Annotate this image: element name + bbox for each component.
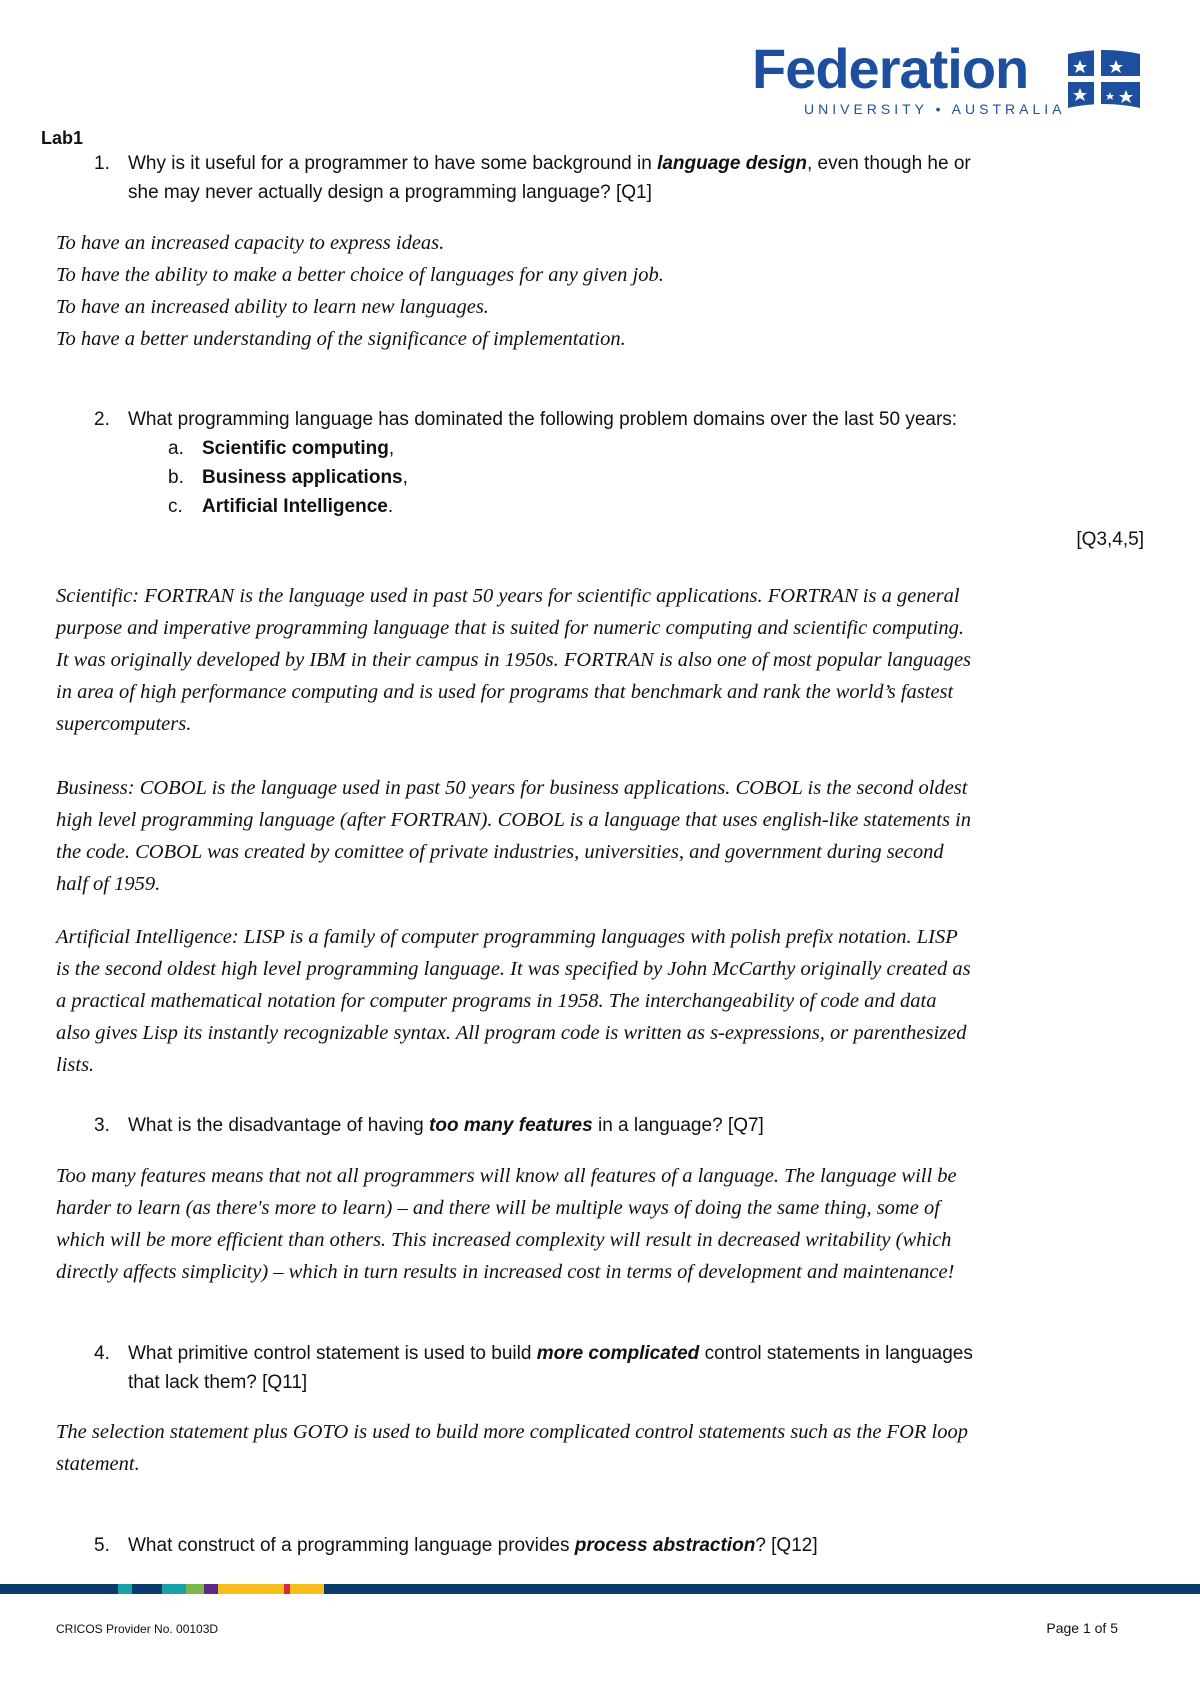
flag-icon: [1064, 46, 1144, 116]
answer-line: To have an increased ability to learn new languages.: [56, 296, 489, 318]
answer-line: Too many features means that not all programmers will know all features of a language. The language will be: [56, 1165, 957, 1187]
sublist-item: [168, 463, 408, 492]
answer-line: statement.: [56, 1453, 140, 1475]
answer-3: [56, 1160, 957, 1288]
answer-line: lists.: [56, 1054, 95, 1076]
logo-wordmark: Federation: [752, 37, 1029, 100]
q1-text-a: Why is it useful for a programmer to have some background in: [128, 153, 658, 174]
answer-line: in area of high performance computing and is used for programs that benchmark and rank the world’s fastest: [56, 681, 954, 703]
answer-line: Scientific: FORTRAN is the language used in past 50 years for scientific applications. FORTRAN is a general: [56, 585, 960, 607]
answer-line: To have the ability to make a better choice of languages for any given job.: [56, 264, 664, 286]
answer-line: directly affects simplicity) – which in turn results in increased cost in terms of development and maintenance!: [56, 1261, 955, 1283]
sub-letter: a.: [168, 438, 184, 459]
question-1: [94, 149, 971, 207]
footer-color-bar: [0, 1584, 1200, 1594]
question-number: 5.: [94, 1535, 110, 1556]
q3-text-a: What is the disadvantage of having: [128, 1115, 430, 1136]
q5-text-a: What construct of a programming language provides: [128, 1535, 575, 1556]
answer-2-ai: [56, 921, 971, 1081]
answer-line: which will be more efficient than others. This increased complexity will result in decreased writability (which: [56, 1229, 952, 1251]
question-2: [94, 405, 958, 434]
q4-emphasis: more complicated: [536, 1343, 700, 1364]
question-5: [94, 1531, 818, 1560]
question-4: [94, 1339, 973, 1397]
university-logo: [752, 37, 1148, 122]
answer-1: [56, 227, 664, 355]
sub-letter: b.: [168, 467, 184, 488]
answer-line: The selection statement plus GOTO is used to build more complicated control statements such as the FOR loop: [56, 1421, 968, 1443]
question-3: [94, 1111, 764, 1140]
sub-label: Artificial Intelligence: [202, 496, 388, 517]
sub-punct: .: [387, 496, 394, 517]
answer-4: [56, 1416, 968, 1480]
answer-line: high level programming language (after FORTRAN). COBOL is a language that uses english-like statements in: [56, 809, 972, 831]
cricos-provider: CRICOS Provider No. 00103D: [56, 1622, 219, 1636]
q1-emphasis: language design: [657, 153, 807, 174]
q3-emphasis: too many features: [429, 1115, 593, 1136]
answer-line: purpose and imperative programming language that is suited for numeric computing and scientific computing.: [56, 617, 964, 639]
logo-subline: UNIVERSITY • AUSTRALIA: [804, 101, 1066, 117]
q2-text: What programming language has dominated the following problem domains over the last 50 years:: [128, 409, 958, 430]
answer-line: Business: COBOL is the language used in past 50 years for business applications. COBOL is the second oldest: [56, 777, 968, 799]
q1-text-line2: she may never actually design a programming language? [Q1]: [128, 182, 652, 203]
sub-punct: ,: [402, 467, 408, 488]
lab-title: Lab1: [41, 128, 84, 148]
answer-line: To have a better understanding of the significance of implementation.: [56, 328, 626, 350]
q1-text-b: , even though he or: [807, 153, 971, 174]
answer-line: also gives Lisp its instantly recognizable syntax. All program code is written as s-expressions, or parenthesized: [56, 1022, 967, 1044]
q2-reference: [Q3,4,5]: [1076, 529, 1144, 550]
answer-line: half of 1959.: [56, 873, 161, 895]
sublist-item: [168, 434, 408, 463]
answer-line: is the second oldest high level programming language. It was specified by John McCarthy originally created as: [56, 958, 971, 980]
question-number: 3.: [94, 1115, 110, 1136]
question-number: 2.: [94, 409, 110, 430]
sub-label: Scientific computing: [202, 438, 389, 459]
answer-line: To have an increased capacity to express ideas.: [56, 232, 445, 254]
answer-line: It was originally developed by IBM in their campus in 1950s. FORTRAN is also one of most popular languages: [56, 649, 972, 671]
answer-line: the code. COBOL was created by comittee of private industries, universities, and government during second: [56, 841, 944, 863]
q4-text-line2: that lack them? [Q11]: [128, 1372, 308, 1393]
sub-letter: c.: [168, 496, 183, 517]
answer-line: a practical mathematical notation for computer programs in 1958. The interchangeability of code and data: [56, 990, 937, 1012]
answer-line: harder to learn (as there's more to learn) – and there will be multiple ways of doing the same thing, some of: [56, 1197, 940, 1219]
q5-text-b: ? [Q12]: [755, 1535, 818, 1556]
q4-text-a: What primitive control statement is used to build: [128, 1343, 537, 1364]
question-number: 4.: [94, 1343, 110, 1364]
page-number: Page 1 of 5: [1046, 1620, 1118, 1636]
answer-2-business: [56, 772, 971, 900]
question-number: 1.: [94, 153, 110, 174]
sub-punct: ,: [388, 438, 395, 459]
answer-line: Artificial Intelligence: LISP is a family of computer programming languages with polish prefix notation. LISP: [56, 926, 958, 948]
q5-emphasis: process abstraction: [574, 1535, 756, 1556]
answer-line: supercomputers.: [56, 713, 192, 735]
sub-label: Business applications: [202, 467, 403, 488]
q4-text-b: control statements in languages: [699, 1343, 973, 1364]
q3-text-b: in a language? [Q7]: [592, 1115, 764, 1136]
sublist-item: [168, 492, 408, 521]
q2-sublist: [168, 434, 408, 521]
answer-2-scientific: [56, 580, 971, 740]
